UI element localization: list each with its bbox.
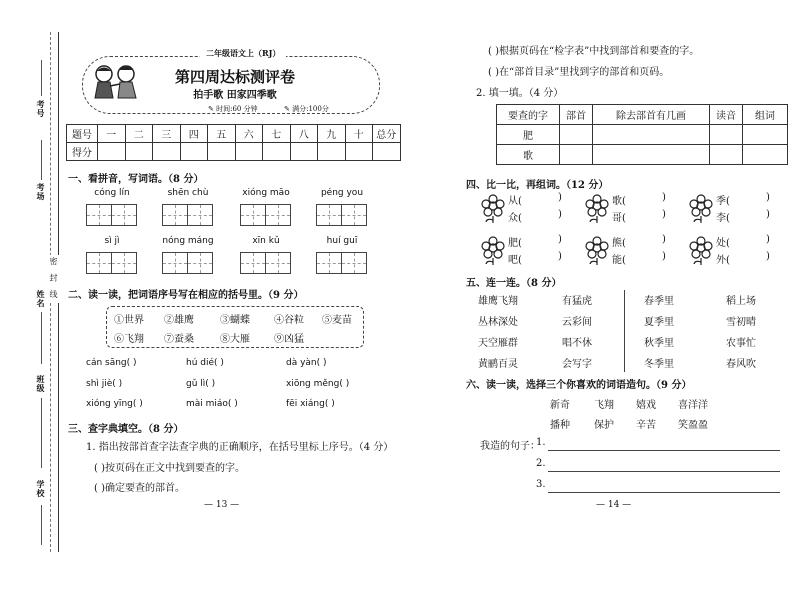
score-input-cell[interactable] [98,143,126,161]
grid-cell[interactable] [112,253,136,273]
grid-cell[interactable] [317,253,342,273]
compare-char[interactable]: 歌( [612,196,626,207]
choice-word: 笑盈盈 [678,420,708,431]
compare-char[interactable]: 肥( [508,238,522,249]
paren-close: ) [558,192,562,203]
choice-word: 辛苦 [636,420,656,431]
grid-cell[interactable] [87,205,112,225]
grid-cell[interactable] [163,253,188,273]
choice-word: 嬉戏 [636,400,656,411]
margin-fill-line [41,140,42,180]
compare-char[interactable]: 季( [716,196,730,207]
compare-char[interactable]: 能( [612,255,626,266]
pinyin-label: xióng māo [242,188,290,198]
score-header-cell: 五 [208,125,236,143]
pinyin-blank[interactable]: hú dié( ) [186,358,224,368]
margin-fill-line [41,60,42,96]
children-illustration [88,62,144,104]
pinyin-label: sì jì [104,236,120,246]
margin-label-kaohao: 考号 [36,100,46,118]
word-bank-item: ①世界 [114,315,144,326]
margin-label-kaochang: 考场 [36,183,46,201]
table-input-cell[interactable] [743,125,788,145]
sentence-prompt: 我造的句子： [480,441,540,452]
connect-item[interactable]: 有猛虎 [562,296,592,307]
table-input-cell[interactable] [710,125,743,145]
word-bank-item: ⑤麦苗 [322,315,352,326]
paren-close: ) [766,209,770,220]
writing-grid[interactable] [316,204,367,226]
writing-grid[interactable] [316,252,367,274]
connect-item[interactable]: 秋季里 [644,338,674,349]
pinyin-label: nóng máng [162,236,214,246]
lookup-table [496,104,788,165]
paren-close: ) [662,234,666,245]
connect-item[interactable]: 黄鹂百灵 [478,359,518,370]
compare-char[interactable]: 众( [508,213,522,224]
compare-char[interactable]: 熊( [612,238,626,249]
word-bank-item: ④谷粒 [274,315,304,326]
section-6-heading: 六、读一读，选择三个你喜欢的词语造句。（9 分） [466,380,692,391]
score-header-label: 题号 [67,125,98,143]
score-header-cell: 七 [263,125,291,143]
pinyin-blank[interactable]: xióng yīng( ) [86,399,143,409]
pinyin-blank[interactable]: shì jiè( ) [86,379,123,389]
pinyin-label: xīn kǔ [252,236,280,246]
table-row-char: 歌 [497,145,560,165]
grid-cell[interactable] [188,205,212,225]
word-bank-item: ⑨凶猛 [274,334,304,345]
time-limit [208,104,258,114]
paren-close: ) [662,251,666,262]
margin-fill-line [41,312,42,364]
paren-close: ) [766,234,770,245]
pinyin-label: cóng lín [94,188,130,198]
connect-item[interactable]: 唱不休 [562,338,592,349]
paren-close: ) [558,251,562,262]
compare-char[interactable]: 哥( [612,213,626,224]
score-input-cell[interactable] [373,143,401,161]
score-input-cell[interactable] [318,143,346,161]
score-header-cell: 九 [318,125,346,143]
compare-char[interactable]: 外( [716,255,730,266]
table-header-cell: 除去部首有几画 [593,105,710,125]
grid-cell[interactable] [188,253,212,273]
page-number-left: — 13 — [204,500,240,510]
connect-item[interactable]: 夏季里 [644,317,674,328]
paren-close: ) [766,192,770,203]
score-table [66,124,401,161]
choice-word: 保护 [594,420,614,431]
table-header-cell: 要查的字 [497,105,560,125]
grid-cell[interactable] [241,253,266,273]
flower-icon [582,236,612,266]
choice-word: 新奇 [550,400,570,411]
margin-label-xingming: 姓名 [36,290,46,308]
table-input-cell[interactable] [593,145,710,165]
flower-icon [686,236,716,266]
score-header-cell: 十 [345,125,373,143]
sentence-number: 1. [536,437,546,448]
paren-close: ) [662,209,666,220]
clock-icon: ✎ [208,105,217,113]
score-input-cell[interactable] [125,143,153,161]
pinyin-blank[interactable]: fēi xiáng( ) [286,399,335,409]
word-bank-item: ⑦蚕桑 [164,334,194,345]
section-2-heading: 二、读一读，把词语序号写在相应的括号里。（9 分） [68,290,304,301]
connect-item[interactable]: 雪初晴 [726,317,756,328]
sentence-line[interactable] [548,471,780,472]
grade-tag: 二年级语文上（RJ） [200,48,286,59]
table-header-cell: 组词 [743,105,788,125]
sentence-number: 3. [536,479,546,490]
margin-seal-text: 密 封 线 [49,257,58,302]
choice-word: 喜洋洋 [678,400,708,411]
sentence-number: 2. [536,458,546,469]
connect-item[interactable]: 丛林深处 [478,317,518,328]
full-score-text: 满分:100分 [292,105,329,113]
s3-item[interactable]: ( )按页码在正文中找到要查的字。 [94,463,245,474]
margin-label-banji: 班级 [36,375,46,393]
score-header-cell: 六 [235,125,263,143]
section-4-heading: 四、比一比，再组词。（12 分） [466,180,609,191]
score-row-label: 得分 [67,143,98,161]
star-icon: ✎ [284,105,293,113]
pinyin-label: péng you [320,188,364,198]
writing-grid[interactable] [86,204,137,226]
margin-label-xuexiao: 学校 [36,480,46,498]
flower-icon [582,194,612,224]
s3-item[interactable]: ( )确定要查的部首。 [94,483,185,494]
score-input-cell[interactable] [290,143,318,161]
grid-cell[interactable] [266,205,290,225]
table-input-cell[interactable] [743,145,788,165]
table-row-char: 肥 [497,125,560,145]
score-header-cell: 八 [290,125,318,143]
score-header-cell: 四 [180,125,208,143]
table-input-cell[interactable] [560,125,593,145]
table-header-cell: 读音 [710,105,743,125]
sentence-line[interactable] [548,492,780,493]
connect-item[interactable]: 天空雁群 [478,338,518,349]
score-input-cell[interactable] [263,143,291,161]
margin-fill-line [41,505,42,545]
compare-char[interactable]: 李( [716,213,730,224]
paren-close: ) [662,192,666,203]
pinyin-blank[interactable]: xiōng měng( ) [286,379,350,389]
grid-cell[interactable] [317,205,342,225]
writing-grid[interactable] [162,204,213,226]
section-5-heading: 五、连一连。（8 分） [466,278,562,289]
sentence-line[interactable] [548,450,780,451]
grid-cell[interactable] [163,205,188,225]
word-bank-item: ⑥飞翔 [114,334,144,345]
pinyin-blank[interactable]: mài miáo( ) [186,399,238,409]
score-header-cell: 二 [125,125,153,143]
grid-cell[interactable] [342,253,366,273]
page-number-right: — 14 — [596,500,632,510]
score-input-cell[interactable] [153,143,181,161]
margin-fill-line [41,398,42,468]
score-input-cell[interactable] [208,143,236,161]
compare-char[interactable]: 从( [508,196,522,207]
connect-item[interactable]: 春风吹 [726,359,756,370]
connect-item[interactable]: 云彩间 [562,317,592,328]
grid-cell[interactable] [87,253,112,273]
pinyin-label: huí guī [326,236,358,246]
pinyin-blank[interactable]: cán sāng( ) [86,358,137,368]
table-header-cell: 部首 [560,105,593,125]
section-3-heading: 三、查字典填空。（8 分） [68,424,184,435]
page-subtitle: 拍手歌 田家四季歌 [193,90,277,101]
pinyin-label: shēn chù [167,188,209,198]
writing-grid[interactable] [162,252,213,274]
connect-item[interactable]: 稻上场 [726,296,756,307]
connect-item[interactable]: 冬季里 [644,359,674,370]
pinyin-blank[interactable]: dà yàn( ) [286,358,327,368]
score-header-cell: 总分 [373,125,401,143]
word-bank-item: ②雄鹰 [164,315,194,326]
connect-item[interactable]: 会写字 [562,359,592,370]
connect-item[interactable]: 农事忙 [726,338,756,349]
word-bank-item: ③蝴蝶 [220,315,250,326]
paren-close: ) [558,209,562,220]
writing-grid[interactable] [86,252,137,274]
connect-item[interactable]: 春季里 [644,296,674,307]
s3-item[interactable]: ( )根据页码在“检字表”中找到部首和要查的字。 [488,46,700,57]
s3-question-1: 1. 指出按部首查字法查字典的正确顺序，在括号里标上序号。（4 分） [86,442,394,453]
s3-question-2: 2. 填一填。（4 分） [476,88,564,99]
writing-grid[interactable] [240,252,291,274]
flower-icon [478,194,508,224]
paren-close: ) [558,234,562,245]
score-header-cell: 三 [153,125,181,143]
section-1-heading: 一、看拼音，写词语。（8 分） [68,174,204,185]
word-bank-item: ⑧大雁 [220,334,250,345]
score-header-cell: 一 [98,125,126,143]
connect-divider [624,290,625,372]
flower-icon [686,194,716,224]
time-text: 时间:60 分钟 [216,105,258,113]
grid-cell[interactable] [241,205,266,225]
writing-grid[interactable] [240,204,291,226]
score-input-cell[interactable] [180,143,208,161]
grid-cell[interactable] [342,205,366,225]
connect-item[interactable]: 雄鹰飞翔 [478,296,518,307]
compare-char[interactable]: 处( [716,238,730,249]
choice-word: 飞翔 [594,400,614,411]
table-input-cell[interactable] [560,145,593,165]
choice-word: 播种 [550,420,570,431]
paren-close: ) [766,251,770,262]
grid-cell[interactable] [112,205,136,225]
table-input-cell[interactable] [710,145,743,165]
compare-char[interactable]: 吧( [508,255,522,266]
pinyin-blank[interactable]: gǔ lì( ) [186,379,216,389]
full-score [284,104,329,114]
score-input-cell[interactable] [345,143,373,161]
score-input-cell[interactable] [235,143,263,161]
page-title: 第四周达标测评卷 [174,68,295,86]
table-input-cell[interactable] [593,125,710,145]
flower-icon [478,236,508,266]
s3-item[interactable]: ( )在“部首目录”里找到字的部首和页码。 [488,67,670,78]
grid-cell[interactable] [266,253,290,273]
